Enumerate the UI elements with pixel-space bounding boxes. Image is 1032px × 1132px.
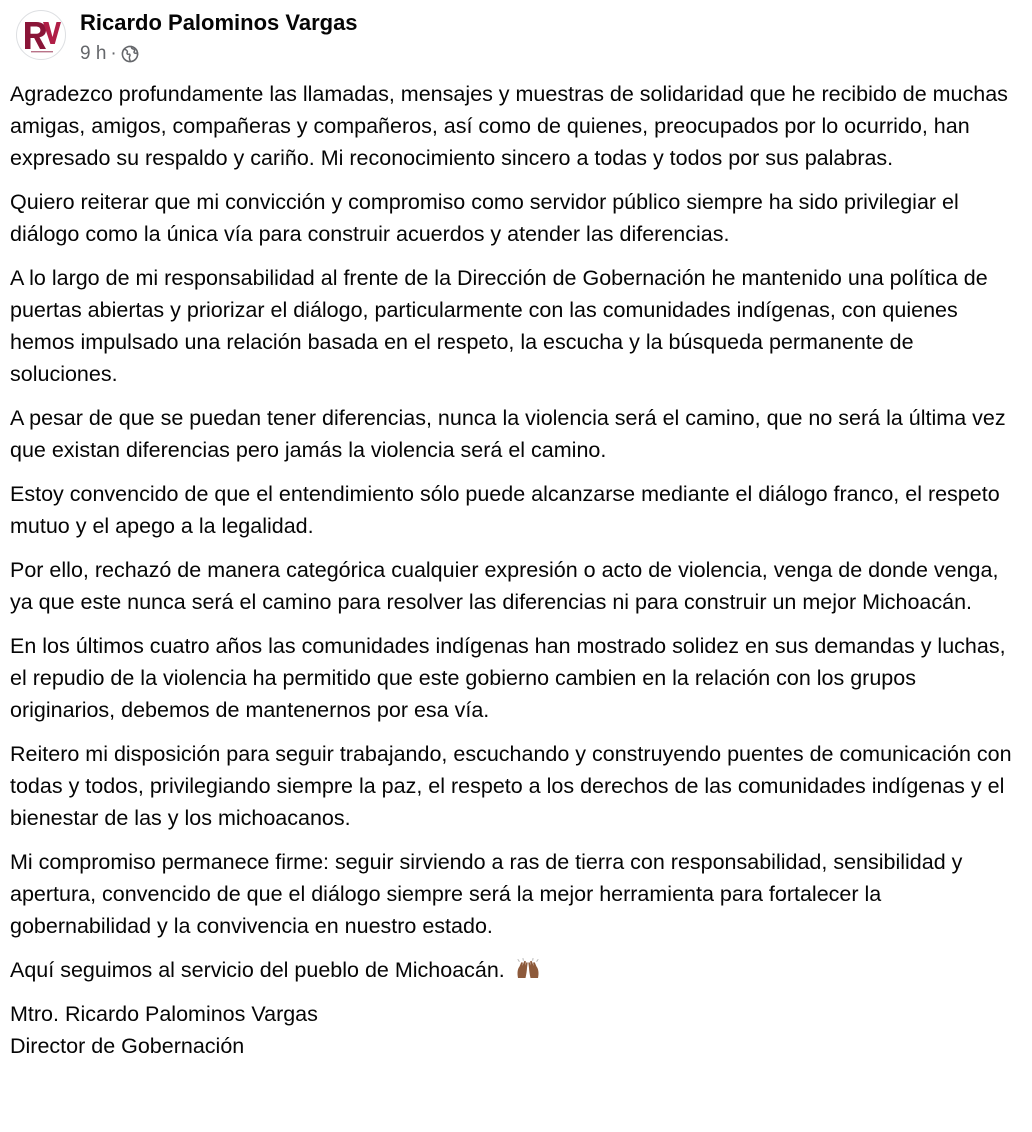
avatar[interactable] — [16, 10, 66, 60]
post-paragraph: Quiero reiterar que mi convicción y compromiso como servidor público siempre ha sido privilegiar el diálogo como la única vía para construir acuerdos y atender las diferencias. — [10, 190, 959, 246]
post-paragraph: A lo largo de mi responsabilidad al frente de la Dirección de Gobernación he mantenido una política de puertas abiertas y priorizar el diálogo, particularmente con las comunidades indígenas, con quienes hemos impulsado una relación basada en el respeto, la escucha y la búsqueda permanente de soluciones. — [10, 266, 988, 386]
raising-hands-icon — [515, 958, 541, 980]
author-name[interactable]: Ricardo Palominos Vargas — [80, 10, 358, 35]
post-message — [10, 78, 1020, 1062]
post-paragraph: A pesar de que se puedan tener diferencias, nunca la violencia será el camino, que no será la última vez que existan diferencias pero jamás la violencia será el camino. — [10, 406, 1006, 462]
post-header — [16, 10, 358, 70]
post-paragraph: Por ello, rechazó de manera categórica cualquier expresión o acto de violencia, venga de donde venga, ya que este nunca será el camino para resolver las diferencias ni para construir un mejor Michoacán. — [10, 558, 999, 614]
closing-text: Aquí seguimos al servicio del pueblo de Michoacán. — [10, 958, 505, 982]
post-timestamp[interactable]: 9 h — [80, 43, 107, 64]
post-paragraph: Estoy convencido de que el entendimiento sólo puede alcanzarse mediante el diálogo franco, el respeto mutuo y el apego a la legalidad. — [10, 482, 1000, 538]
post-paragraph: Reitero mi disposición para seguir trabajando, escuchando y construyendo puentes de comunicación con todas y todos, privilegiando siempre la paz, el respeto a los derechos de las comunidades indígenas y el bienestar de las y los michoacanos. — [10, 742, 1012, 830]
globe-icon[interactable] — [121, 45, 139, 63]
meta-separator: · — [110, 43, 117, 64]
post-paragraph: En los últimos cuatro años las comunidades indígenas han mostrado solidez en sus demandas y luchas, el repudio de la violencia ha permitido que este gobierno cambien en la relación con los grupos originarios, debemos de mantenernos por esa vía. — [10, 634, 1006, 722]
post-paragraph: Agradezco profundamente las llamadas, mensajes y muestras de solidaridad que he recibido de muchas amigas, amigos, compañeras y compañeros, así como de quienes, preocupados por lo ocurrido, han expresado su respaldo y cariño. Mi reconocimiento sincero a todas y todos por sus palabras. — [10, 82, 1008, 170]
signature-title: Director de Gobernación — [10, 1034, 245, 1058]
post-paragraph: Mi compromiso permanece firme: seguir sirviendo a ras de tierra con responsabilidad, sensibilidad y apertura, convencido de que el diálogo siempre será la mejor herramienta para fortalecer la gobernabilidad y la convivencia en nuestro estado. — [10, 850, 963, 938]
post-meta — [80, 42, 358, 66]
closing-paragraph — [10, 954, 1020, 986]
signature-name: Mtro. Ricardo Palominos Vargas — [10, 1002, 318, 1026]
rv-logo-icon — [19, 13, 63, 57]
